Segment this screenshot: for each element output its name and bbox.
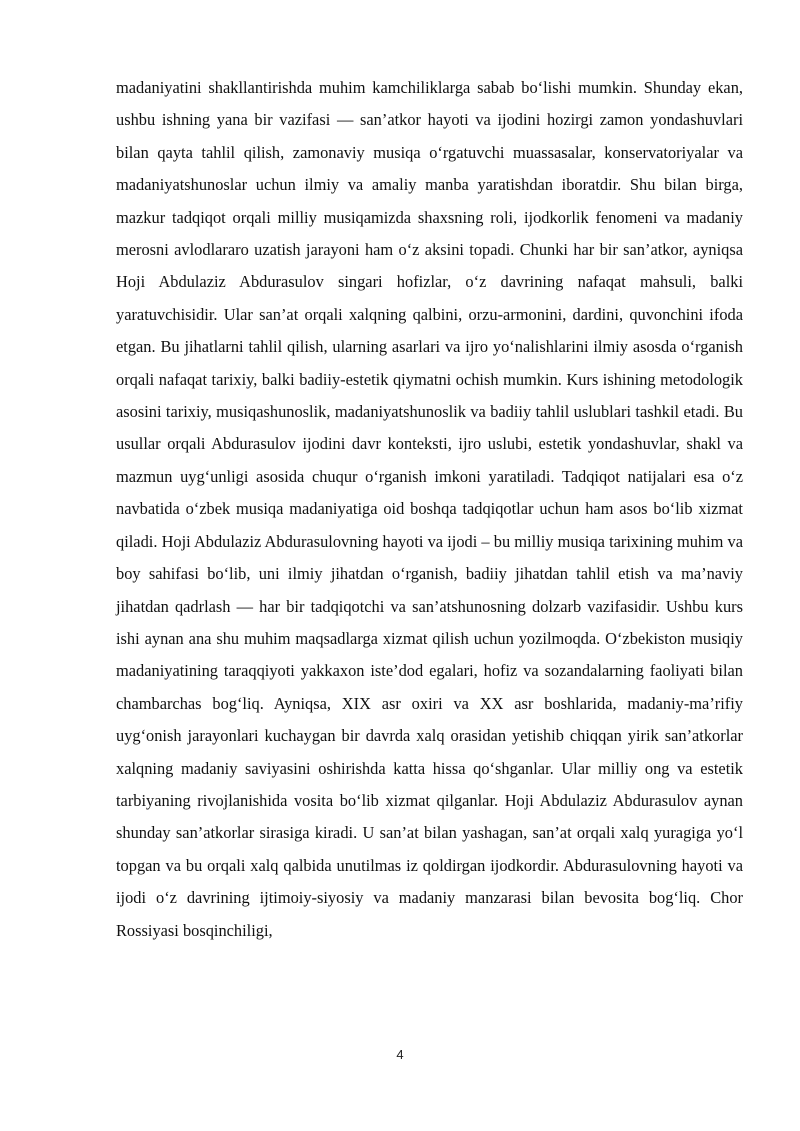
body-paragraph: madaniyatini shakllantirishda muhim kamchiliklarga sabab bo‘lishi mumkin. Shunday ekan, ushbu ishning yana bir vazifasi — san’atkor hayoti va ijodini hozirgi zamon yondashuvlari bilan qayta tahlil qilish, zamonaviy musiqa o‘rgatuvchi muassasalar, konservatoriyalar va madaniyatshunoslar uchun ilmiy va amaliy manba yaratishdan iboratdir. Shu bilan birga, mazkur tadqiqot orqali milliy musiqamizda shaxsning roli, ijodkorlik fenomeni va madaniy merosni avlodlararo uzatish jarayoni ham o‘z aksini topadi. Chunki har bir san’atkor, ayniqsa Hoji Abdulaziz Abdurasulov singari hofizlar, o‘z davrining nafaqat mahsuli, balki yaratuvchisidir. Ular san’at orqali xalqning qalbini, orzu-armonini, dardini, quvonchini ifoda etgan. Bu jihatlarni tahlil qilish, ularning asarlari va ijro yo‘nalishlarini ilmiy asosda o‘rganish orqali nafaqat tarixiy, balki badiiy-estetik qiymatni ochish mumkin. Kurs ishining metodologik asosini tarixiy, musiqashunoslik, madaniyatshunoslik va badiiy tahlil uslublari tashkil etadi. Bu usullar orqali Abdurasulov ijodini davr konteksti, ijro uslubi, estetik yondashuvlar, shakl va mazmun uyg‘unligi asosida chuqur o‘rganish imkoni yaratiladi. Tadqiqot natijalari esa o‘z navbatida o‘zbek musiqa madaniyatiga oid boshqa tadqiqotlar uchun ham asos bo‘lib xizmat qiladi. Hoji Abdulaziz Abdurasulovning hayoti va ijodi – bu milliy musiqa tarixining muhim va boy sahifasi bo‘lib, uni ilmiy jihatdan o‘rganish, badiiy jihatdan tahlil etish va ma’naviy jihatdan qadrlash — har bir tadqiqotchi va san’atshunosning dolzarb vazifasidir. Ushbu kurs ishi aynan ana shu muhim maqsadlarga xizmat qilish uchun yozilmoqda. O‘zbekiston musiqiy madaniyatining taraqqiyoti yakkaxon iste’dod egalari, hofiz va sozandalarning faoliyati bilan chambarchas bog‘liq. Ayniqsa, XIX asr oxiri va XX asr boshlarida, madaniy-ma’rifiy uyg‘onish jarayonlari kuchaygan bir davrda xalq orasidan yetishib chiqqan yirik san’atkorlar xalqning madaniy saviyasini oshirishda katta hissa qo‘shganlar. Ular milliy ong va estetik tarbiyaning rivojlanishida vosita bo‘lib xizmat qilganlar. Hoji Abdulaziz Abdurasulov aynan shunday san’atkorlar sirasiga kiradi. U san’at bilan yashagan, san’at orqali xalq yuragiga yo‘l topgan va bu orqali xalq qalbida unutilmas iz qoldirgan ijodkordir. Abdurasulovning hayoti va ijodi o‘z davrining ijtimoiy-siyosiy va madaniy manzarasi bilan bevosita bog‘liq. Chor Rossiyasi bosqinchiligi,: [116, 78, 743, 940]
page-number: 4: [396, 1047, 404, 1062]
page-content: [116, 72, 743, 947]
